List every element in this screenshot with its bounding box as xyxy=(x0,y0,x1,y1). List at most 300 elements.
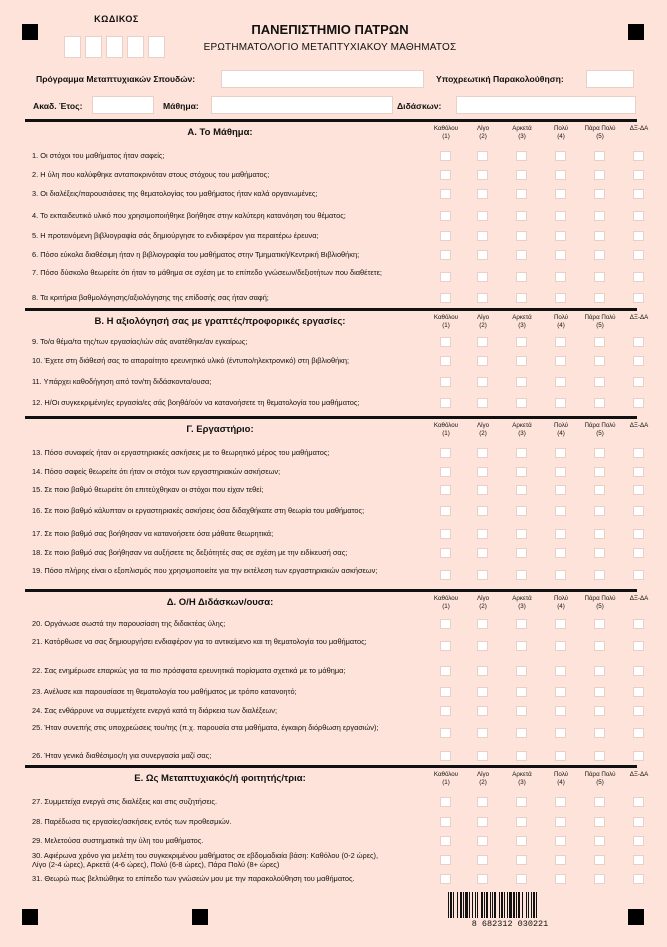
rating-checkbox[interactable] xyxy=(516,448,527,458)
rating-checkbox[interactable] xyxy=(555,529,566,539)
rating-checkbox[interactable] xyxy=(477,211,488,221)
rating-checkbox[interactable] xyxy=(477,467,488,477)
rating-checkbox[interactable] xyxy=(440,529,451,539)
rating-checkbox[interactable] xyxy=(633,250,644,260)
question-text: 22. Σας ενημέρωσε επαρκώς για τα πιο πρόσφατα ερευνητικά πορίσματα σχετικά με το μάθημα; xyxy=(32,665,346,675)
column-number: (3) xyxy=(518,779,526,786)
column-header xyxy=(541,314,581,330)
rating-checkbox[interactable] xyxy=(440,874,451,884)
form-title: ΕΡΩΤΗΜΑΤΟΛΟΓΙΟ ΜΕΤΑΠΤΥΧΙΑΚΟΥ ΜΑΘΗΜΑΤΟΣ xyxy=(203,42,457,53)
rating-checkbox[interactable] xyxy=(477,687,488,697)
column-label: Πάρα Πολύ xyxy=(584,125,616,132)
question-text: 7. Πόσο δύσκολο θεωρείτε ότι ήταν το μάθημα σε σχέση με το επίπεδο γνώσεων/δεξιοτήτων που διαθέτετε; xyxy=(32,267,382,277)
rating-checkbox[interactable] xyxy=(633,337,644,347)
barcode-bar xyxy=(469,892,470,918)
rating-checkbox[interactable] xyxy=(516,506,527,516)
rating-checkbox[interactable] xyxy=(516,250,527,260)
rating-checkbox[interactable] xyxy=(594,687,605,697)
rating-checkbox[interactable] xyxy=(633,797,644,807)
question-text: 10. Έχετε στη διάθεσή σας το απαραίτητο ερευνητικό υλικό (έντυπο/ηλεκτρονικό) στη βιβλιοθήκη; xyxy=(32,356,350,366)
rating-checkbox[interactable] xyxy=(477,151,488,161)
barcode-bar xyxy=(499,892,500,918)
rating-checkbox[interactable] xyxy=(440,506,451,516)
rating-checkbox[interactable] xyxy=(440,548,451,558)
rating-checkbox[interactable] xyxy=(477,170,488,180)
rating-checkbox[interactable] xyxy=(633,189,644,199)
question-text: 4. Το εκπαιδευτικό υλικό που χρησιμοποιήθηκε βοήθησε στην καλύτερη κατανόηση του θέματος; xyxy=(32,210,346,220)
column-header xyxy=(580,314,620,330)
rating-checkbox[interactable] xyxy=(633,231,644,241)
code-digit-box[interactable] xyxy=(127,36,144,58)
rating-checkbox[interactable] xyxy=(555,797,566,807)
question-text: 26. Ήταν γενικά διαθέσιμος/η για συνεργασία μαζί σας; xyxy=(32,751,212,761)
rating-checkbox[interactable] xyxy=(440,211,451,221)
column-number: (5) xyxy=(596,430,604,437)
column-number: (2) xyxy=(479,779,487,786)
rating-checkbox[interactable] xyxy=(440,467,451,477)
rating-checkbox[interactable] xyxy=(555,250,566,260)
rating-checkbox[interactable] xyxy=(633,151,644,161)
column-label: Καθόλου xyxy=(433,595,459,602)
column-number: (4) xyxy=(557,322,565,329)
rating-checkbox[interactable] xyxy=(440,728,451,738)
rating-checkbox[interactable] xyxy=(594,485,605,495)
column-number: (4) xyxy=(557,779,565,786)
year-field[interactable] xyxy=(92,96,154,114)
rating-checkbox[interactable] xyxy=(555,151,566,161)
rating-checkbox[interactable] xyxy=(477,817,488,827)
rating-checkbox[interactable] xyxy=(516,231,527,241)
rating-checkbox[interactable] xyxy=(594,855,605,865)
column-header xyxy=(541,125,581,141)
rating-checkbox[interactable] xyxy=(594,751,605,761)
column-label: ΔΞ-ΔΑ xyxy=(629,125,649,132)
code-digit-box[interactable] xyxy=(85,36,102,58)
rating-checkbox[interactable] xyxy=(516,641,527,651)
question-text: 3. Οι διαλέξεις/παρουσιάσεις της θεματολογίας του μαθήματος ήταν καλά οργανωμένες; xyxy=(32,188,318,198)
rating-checkbox[interactable] xyxy=(440,641,451,651)
rating-checkbox[interactable] xyxy=(440,189,451,199)
question-row xyxy=(25,228,637,244)
rating-checkbox[interactable] xyxy=(555,170,566,180)
code-digit-box[interactable] xyxy=(64,36,81,58)
column-label: Πολύ xyxy=(553,422,569,429)
rating-checkbox[interactable] xyxy=(516,706,527,716)
barcode-bar xyxy=(507,892,508,918)
rating-checkbox[interactable] xyxy=(516,797,527,807)
rating-checkbox[interactable] xyxy=(440,619,451,629)
rating-checkbox[interactable] xyxy=(440,356,451,366)
column-label: Αρκετά xyxy=(512,595,532,602)
rating-checkbox[interactable] xyxy=(594,619,605,629)
rating-checkbox[interactable] xyxy=(555,570,566,580)
column-label: Πάρα Πολύ xyxy=(584,771,616,778)
rating-checkbox[interactable] xyxy=(633,170,644,180)
rating-checkbox[interactable] xyxy=(633,619,644,629)
rating-checkbox[interactable] xyxy=(633,485,644,495)
rating-checkbox[interactable] xyxy=(555,467,566,477)
rating-checkbox[interactable] xyxy=(594,728,605,738)
question-text: 18. Σε ποιο βαθμό σας βοήθησαν να αυξήσετε τις δεξιότητές σας σε σχέση με την ειδίκευσή σας; xyxy=(32,548,348,558)
question-text: 21. Κατόρθωσε να σας δημιουργήσει ενδιαφέρον για το αντικείμενο και τη θεματολογία του μαθήματος; xyxy=(32,636,367,646)
rating-checkbox[interactable] xyxy=(440,231,451,241)
rating-checkbox[interactable] xyxy=(440,398,451,408)
column-label: Πάρα Πολύ xyxy=(584,314,616,321)
rating-checkbox[interactable] xyxy=(477,855,488,865)
column-label: ΔΞ-ΔΑ xyxy=(629,314,649,321)
rating-checkbox[interactable] xyxy=(516,337,527,347)
section-title: Δ. Ο/Η Διδάσκων/ουσα: xyxy=(166,597,274,608)
rating-checkbox[interactable] xyxy=(555,506,566,516)
question-row xyxy=(25,831,637,851)
column-header xyxy=(426,595,466,611)
rating-checkbox[interactable] xyxy=(516,272,527,282)
barcode-bar xyxy=(453,892,454,918)
rating-checkbox[interactable] xyxy=(477,377,488,387)
rating-checkbox[interactable] xyxy=(516,855,527,865)
rating-checkbox[interactable] xyxy=(440,272,451,282)
column-label: Λίγο xyxy=(476,595,490,602)
column-number: (1) xyxy=(442,603,450,610)
question-text: 9. Το/α θέμα/τα της/των εργασίας/ιών σάς ανατέθηκε/αν εγκαίρως; xyxy=(32,336,248,346)
column-header xyxy=(619,422,659,430)
column-label: Καθόλου xyxy=(433,771,459,778)
column-header xyxy=(580,422,620,438)
rating-checkbox[interactable] xyxy=(440,855,451,865)
rating-checkbox[interactable] xyxy=(477,797,488,807)
question-row xyxy=(25,851,637,868)
rating-checkbox[interactable] xyxy=(440,377,451,387)
rating-checkbox[interactable] xyxy=(477,250,488,260)
rating-checkbox[interactable] xyxy=(633,506,644,516)
rating-checkbox[interactable] xyxy=(594,797,605,807)
rating-checkbox[interactable] xyxy=(594,231,605,241)
column-header xyxy=(580,595,620,611)
rating-checkbox[interactable] xyxy=(516,529,527,539)
column-header xyxy=(619,595,659,603)
rating-checkbox[interactable] xyxy=(440,170,451,180)
rating-checkbox[interactable] xyxy=(555,337,566,347)
rating-checkbox[interactable] xyxy=(477,529,488,539)
rating-checkbox[interactable] xyxy=(477,356,488,366)
question-text: 24. Σας ενθάρρυνε να συμμετέχετε ενεργά κατά τη διάρκεια των διαλέξεων; xyxy=(32,706,278,716)
rating-checkbox[interactable] xyxy=(477,666,488,676)
column-number: (2) xyxy=(479,322,487,329)
rating-checkbox[interactable] xyxy=(477,874,488,884)
column-number: (3) xyxy=(518,133,526,140)
rating-checkbox[interactable] xyxy=(555,293,566,303)
rating-checkbox[interactable] xyxy=(633,687,644,697)
question-text: 5. Η προτεινόμενη βιβλιογραφία σάς δημιούργησε το ενδιαφέρον για περαιτέρω έρευνα; xyxy=(32,231,319,241)
rating-checkbox[interactable] xyxy=(633,272,644,282)
rating-checkbox[interactable] xyxy=(555,687,566,697)
rating-checkbox[interactable] xyxy=(633,855,644,865)
rating-checkbox[interactable] xyxy=(594,272,605,282)
program-label: Πρόγραμμα Μεταπτυχιακών Σπουδών: xyxy=(36,74,196,84)
rating-checkbox[interactable] xyxy=(440,293,451,303)
rating-checkbox[interactable] xyxy=(594,448,605,458)
rating-checkbox[interactable] xyxy=(633,728,644,738)
rating-checkbox[interactable] xyxy=(516,211,527,221)
column-label: Αρκετά xyxy=(512,314,532,321)
rating-checkbox[interactable] xyxy=(633,836,644,846)
rating-checkbox[interactable] xyxy=(477,570,488,580)
rating-checkbox[interactable] xyxy=(555,377,566,387)
rating-checkbox[interactable] xyxy=(633,666,644,676)
rating-checkbox[interactable] xyxy=(516,170,527,180)
column-label: ΔΞ-ΔΑ xyxy=(629,771,649,778)
rating-checkbox[interactable] xyxy=(477,448,488,458)
rating-checkbox[interactable] xyxy=(516,817,527,827)
rating-checkbox[interactable] xyxy=(555,706,566,716)
column-label: Λίγο xyxy=(476,422,490,429)
rating-checkbox[interactable] xyxy=(477,272,488,282)
rating-checkbox[interactable] xyxy=(516,398,527,408)
rating-checkbox[interactable] xyxy=(594,548,605,558)
rating-checkbox[interactable] xyxy=(516,836,527,846)
column-header xyxy=(426,771,466,787)
column-number: (5) xyxy=(596,133,604,140)
rating-checkbox[interactable] xyxy=(594,250,605,260)
rating-checkbox[interactable] xyxy=(555,666,566,676)
question-text: 6. Πόσο εύκολα διαθέσιμη ήταν η βιβλιογραφία του μαθήματος στην Τμηματική/Κεντρική Βιβλιοθήκη; xyxy=(32,250,360,260)
rating-checkbox[interactable] xyxy=(477,619,488,629)
rating-checkbox[interactable] xyxy=(555,272,566,282)
rating-checkbox[interactable] xyxy=(516,751,527,761)
course-label: Μάθημα: xyxy=(163,101,199,111)
barcode-bar xyxy=(484,892,485,918)
rating-checkbox[interactable] xyxy=(594,706,605,716)
section-header xyxy=(25,311,649,335)
rating-checkbox[interactable] xyxy=(440,666,451,676)
rating-checkbox[interactable] xyxy=(477,337,488,347)
attendance-field[interactable] xyxy=(586,70,634,88)
rating-checkbox[interactable] xyxy=(516,377,527,387)
column-label: Λίγο xyxy=(476,125,490,132)
rating-checkbox[interactable] xyxy=(633,529,644,539)
rating-checkbox[interactable] xyxy=(516,619,527,629)
rating-checkbox[interactable] xyxy=(440,448,451,458)
barcode-bar xyxy=(522,892,523,918)
rating-checkbox[interactable] xyxy=(594,337,605,347)
barcode-bar xyxy=(504,892,505,918)
rating-checkbox[interactable] xyxy=(594,151,605,161)
section-title: Ε. Ως Μεταπτυχιακός/ή φοιτητής/τρια: xyxy=(134,773,306,784)
barcode-bar xyxy=(463,892,464,918)
barcode-bar xyxy=(450,892,452,918)
rating-checkbox[interactable] xyxy=(594,529,605,539)
rating-checkbox[interactable] xyxy=(477,641,488,651)
rating-checkbox[interactable] xyxy=(555,356,566,366)
column-label: Πολύ xyxy=(553,314,569,321)
rating-checkbox[interactable] xyxy=(594,570,605,580)
question-section xyxy=(25,589,649,767)
rating-checkbox[interactable] xyxy=(594,377,605,387)
question-text: 29. Μελετούσα συστηματικά την ύλη του μαθήματος. xyxy=(32,836,204,846)
rating-checkbox[interactable] xyxy=(477,548,488,558)
rating-checkbox[interactable] xyxy=(516,356,527,366)
rating-checkbox[interactable] xyxy=(594,170,605,180)
rating-checkbox[interactable] xyxy=(594,211,605,221)
column-label: Πάρα Πολύ xyxy=(584,595,616,602)
code-digit-box[interactable] xyxy=(106,36,123,58)
rating-checkbox[interactable] xyxy=(477,751,488,761)
rating-checkbox[interactable] xyxy=(594,817,605,827)
question-row xyxy=(25,562,637,588)
rating-checkbox[interactable] xyxy=(440,836,451,846)
column-label: Καθόλου xyxy=(433,314,459,321)
rating-checkbox[interactable] xyxy=(594,666,605,676)
barcode-bar xyxy=(448,892,449,918)
barcode-bar xyxy=(457,892,458,918)
rating-checkbox[interactable] xyxy=(594,356,605,366)
question-section xyxy=(25,119,649,307)
column-header xyxy=(463,771,503,787)
column-number: (4) xyxy=(557,603,565,610)
rating-checkbox[interactable] xyxy=(516,293,527,303)
rating-checkbox[interactable] xyxy=(516,666,527,676)
question-text: 8. Τα κριτήρια βαθμολόγησης/αξιολόγησης της επίδοσής σας ήταν σαφή; xyxy=(32,292,269,302)
rating-checkbox[interactable] xyxy=(594,467,605,477)
rating-checkbox[interactable] xyxy=(516,570,527,580)
rating-checkbox[interactable] xyxy=(633,817,644,827)
rating-checkbox[interactable] xyxy=(440,151,451,161)
question-row xyxy=(25,498,637,523)
rating-checkbox[interactable] xyxy=(633,570,644,580)
rating-checkbox[interactable] xyxy=(633,641,644,651)
rating-checkbox[interactable] xyxy=(477,398,488,408)
code-block xyxy=(64,14,169,58)
rating-checkbox[interactable] xyxy=(555,619,566,629)
rating-checkbox[interactable] xyxy=(516,548,527,558)
rating-checkbox[interactable] xyxy=(477,293,488,303)
course-field[interactable] xyxy=(211,96,393,114)
program-field[interactable] xyxy=(221,70,424,88)
barcode-bar xyxy=(475,892,476,918)
rating-checkbox[interactable] xyxy=(440,485,451,495)
column-label: Αρκετά xyxy=(512,771,532,778)
rating-checkbox[interactable] xyxy=(477,189,488,199)
rating-checkbox[interactable] xyxy=(594,398,605,408)
rating-checkbox[interactable] xyxy=(555,855,566,865)
column-number: (5) xyxy=(596,603,604,610)
rating-checkbox[interactable] xyxy=(594,836,605,846)
rating-checkbox[interactable] xyxy=(633,398,644,408)
rating-checkbox[interactable] xyxy=(555,836,566,846)
column-label: Αρκετά xyxy=(512,125,532,132)
rating-checkbox[interactable] xyxy=(555,751,566,761)
rating-checkbox[interactable] xyxy=(633,706,644,716)
rating-checkbox[interactable] xyxy=(555,485,566,495)
rating-checkbox[interactable] xyxy=(440,570,451,580)
column-header xyxy=(541,422,581,438)
section-header xyxy=(25,419,649,443)
question-row xyxy=(25,184,637,203)
barcode-bar xyxy=(516,892,517,918)
rating-checkbox[interactable] xyxy=(594,506,605,516)
rating-checkbox[interactable] xyxy=(633,874,644,884)
rating-checkbox[interactable] xyxy=(633,377,644,387)
column-header xyxy=(463,595,503,611)
rating-checkbox[interactable] xyxy=(555,189,566,199)
column-label: Πολύ xyxy=(553,595,569,602)
rating-checkbox[interactable] xyxy=(555,231,566,241)
question-row xyxy=(25,244,637,266)
instructor-field[interactable] xyxy=(456,96,636,114)
rating-checkbox[interactable] xyxy=(477,506,488,516)
column-header xyxy=(619,125,659,133)
rating-checkbox[interactable] xyxy=(477,706,488,716)
rating-checkbox[interactable] xyxy=(477,485,488,495)
code-label: ΚΩΔΙΚΟΣ xyxy=(94,14,139,24)
rating-checkbox[interactable] xyxy=(555,398,566,408)
registration-mark xyxy=(628,909,644,925)
rating-checkbox[interactable] xyxy=(440,797,451,807)
rating-checkbox[interactable] xyxy=(633,293,644,303)
rating-checkbox[interactable] xyxy=(477,728,488,738)
rating-checkbox[interactable] xyxy=(555,448,566,458)
rating-checkbox[interactable] xyxy=(594,641,605,651)
code-digit-box[interactable] xyxy=(148,36,165,58)
rating-checkbox[interactable] xyxy=(633,448,644,458)
barcode-bar xyxy=(526,892,527,918)
rating-checkbox[interactable] xyxy=(440,817,451,827)
rating-checkbox[interactable] xyxy=(594,874,605,884)
university-title: ΠΑΝΕΠΙΣΤΗΜΙΟ ΠΑΤΡΩΝ xyxy=(251,22,409,37)
rating-checkbox[interactable] xyxy=(440,250,451,260)
rating-checkbox[interactable] xyxy=(633,467,644,477)
rating-checkbox[interactable] xyxy=(555,548,566,558)
rating-checkbox[interactable] xyxy=(440,751,451,761)
rating-checkbox[interactable] xyxy=(594,189,605,199)
rating-checkbox[interactable] xyxy=(555,641,566,651)
question-text: 25. Ήταν συνεπής στις υποχρεώσεις του/της (π.χ. παρουσία στα μαθήματα, έγκαιρη διόρθωση εργασιών); xyxy=(32,723,379,733)
rating-checkbox[interactable] xyxy=(440,706,451,716)
rating-checkbox[interactable] xyxy=(516,151,527,161)
rating-checkbox[interactable] xyxy=(555,817,566,827)
rating-checkbox[interactable] xyxy=(633,548,644,558)
rating-checkbox[interactable] xyxy=(516,485,527,495)
column-number: (2) xyxy=(479,430,487,437)
column-header xyxy=(502,314,542,330)
rating-checkbox[interactable] xyxy=(440,687,451,697)
rating-checkbox[interactable] xyxy=(633,211,644,221)
question-row xyxy=(25,462,637,481)
rating-checkbox[interactable] xyxy=(555,728,566,738)
question-section xyxy=(25,308,649,417)
rating-checkbox[interactable] xyxy=(555,874,566,884)
rating-checkbox[interactable] xyxy=(477,836,488,846)
rating-checkbox[interactable] xyxy=(477,231,488,241)
rating-checkbox[interactable] xyxy=(555,211,566,221)
question-row xyxy=(25,266,637,288)
rating-checkbox[interactable] xyxy=(440,337,451,347)
column-label: Λίγο xyxy=(476,314,490,321)
rating-checkbox[interactable] xyxy=(516,687,527,697)
column-label: Καθόλου xyxy=(433,125,459,132)
rating-checkbox[interactable] xyxy=(594,293,605,303)
rating-checkbox[interactable] xyxy=(633,356,644,366)
rating-checkbox[interactable] xyxy=(516,189,527,199)
rating-checkbox[interactable] xyxy=(633,751,644,761)
column-number: (1) xyxy=(442,430,450,437)
question-row xyxy=(25,374,637,389)
rating-checkbox[interactable] xyxy=(516,467,527,477)
rating-checkbox[interactable] xyxy=(516,874,527,884)
question-text: 27. Συμμετείχα ενεργά στις διαλέξεις και στις συζητήσεις. xyxy=(32,797,218,807)
question-text: 2. Η ύλη που καλύφθηκε ανταποκρινόταν στους στόχους του μαθήματος; xyxy=(32,169,270,179)
rating-checkbox[interactable] xyxy=(516,728,527,738)
